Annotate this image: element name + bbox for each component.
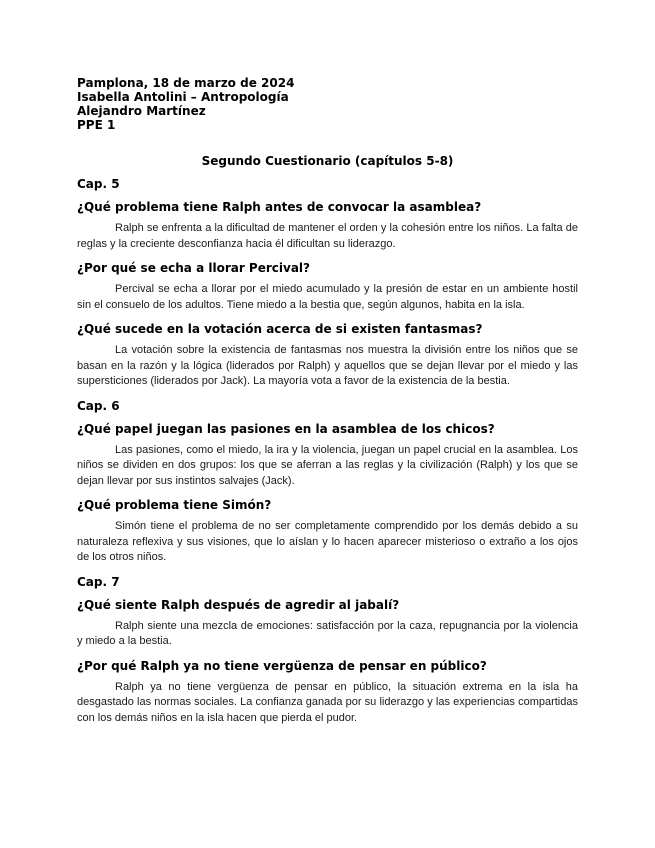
question-heading: ¿Qué problema tiene Simón? — [77, 498, 272, 512]
question-heading: ¿Por qué Ralph ya no tiene vergüenza de pensar en público? — [77, 658, 487, 673]
author-line-2: Alejandro Martínez — [77, 104, 206, 118]
date-line: Pamplona, 18 de marzo de 2024 — [77, 76, 295, 90]
question-heading: ¿Por qué se echa a llorar Percival? — [77, 261, 311, 275]
section-cap-5 — [77, 177, 578, 390]
section-cap-7 — [77, 575, 578, 727]
answer-paragraph: Simón tiene el problema de no ser completamente comprendido por los demás debido a su naturaleza reflexiva y sus visiones, que lo aíslan y lo hacen aparecer misterioso o extraño a los ojos de los otros niños. — [77, 520, 578, 563]
answer-paragraph: Percival se echa a llorar por el miedo acumulado y la presión de estar en un ambiente hostil sin el consuelo de los adultos. Tiene miedo a la bestia que, según algunos, habita en la isla. — [77, 283, 578, 311]
chapter-heading: Cap. 6 — [77, 398, 120, 413]
question-heading: ¿Qué problema tiene Ralph antes de convocar la asamblea? — [77, 200, 482, 214]
document-title: Segundo Cuestionario (capítulos 5-8) — [201, 154, 454, 168]
course-line: PPE 1 — [77, 118, 116, 132]
answer-paragraph: Las pasiones, como el miedo, la ira y la violencia, juegan un papel crucial en la asamblea. Los niños se dividen en dos grupos: los que se aferran a las reglas y la civilización (Ralph) y los que se dejan llevar por sus instintos salvajes (Jack). — [77, 443, 578, 487]
document-page — [77, 76, 578, 726]
answer-paragraph: Ralph se enfrenta a la dificultad de mantener el orden y la cohesión entre los niños. La falta de reglas y la creciente desconfianza hacia él dificultan su liderazgo. — [77, 222, 578, 250]
answer-paragraph: Ralph siente una mezcla de emociones: satisfacción por la caza, repugnancia por la violencia y miedo a la bestia. — [77, 619, 578, 647]
question-heading: ¿Qué siente Ralph después de agredir al jabalí? — [77, 597, 400, 612]
answer-paragraph: La votación sobre la existencia de fantasmas nos muestra la división entre los niños que se basan en la razón y la lógica (liderados por Ralph) y aquellos que se dejan llevar por el miedo y las supersticiones (liderados por Jack). La mayoría vota a favor de la existencia de la bestia. — [77, 344, 578, 387]
chapter-heading: Cap. 7 — [77, 574, 120, 589]
question-heading: ¿Qué papel juegan las pasiones en la asamblea de los chicos? — [77, 421, 495, 436]
section-cap-6 — [77, 399, 578, 566]
answer-paragraph: Ralph ya no tiene vergüenza de pensar en público, la situación extrema en la isla ha desgastado las normas sociales. La confianza ganada por su liderazgo y las experiencias compartidas con los demás niños en la isla hacen que pierda el pudor. — [77, 680, 578, 724]
chapter-heading: Cap. 5 — [77, 177, 120, 191]
author-line-1: Isabella Antolini – Antropología — [77, 90, 289, 104]
question-heading: ¿Qué sucede en la votación acerca de si existen fantasmas? — [77, 322, 483, 336]
document-header — [77, 76, 578, 132]
